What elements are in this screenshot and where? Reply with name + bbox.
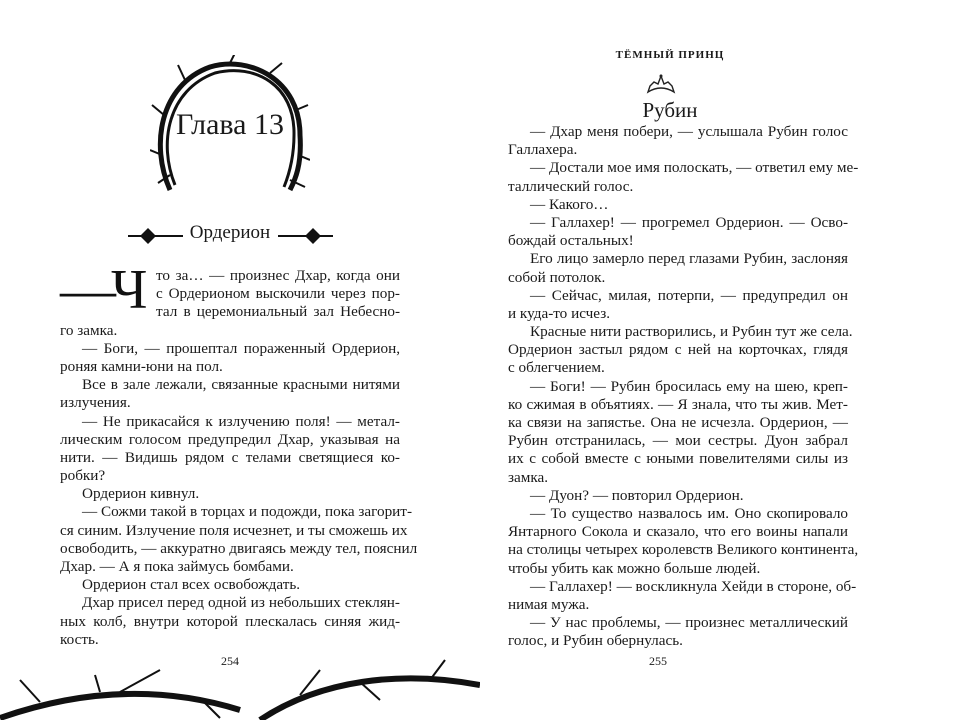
text-line: Красные нити растворились, и Рубин тут же села.: [530, 323, 853, 341]
ornament-right-icon: [278, 226, 333, 246]
right-page: [480, 0, 960, 720]
body-text: [508, 123, 859, 650]
thorn-vine-icon: [0, 630, 480, 720]
text-line: — Сейчас, милая, потерпи, — предупредил он: [530, 286, 848, 304]
running-head: ТЁМНЫЙ ПРИНЦ: [615, 49, 725, 61]
text-line: и куда-то исчез.: [508, 304, 611, 322]
text-line: робки?: [60, 467, 106, 485]
text-line: излучения.: [60, 394, 131, 412]
text-line: чтобы убить как можно больше людей.: [508, 559, 761, 577]
text-line: ка связи на запястье. Она не исчезла. Ордерион, —: [508, 414, 848, 431]
text-line: их с собой вместе с юными повелителями силы из: [508, 450, 848, 468]
text-line: таллический голос.: [508, 177, 634, 195]
text-line: — Сожми такой в торцах и подожди, пока загорит-: [82, 503, 412, 521]
text-line: лическим голосом предупредил Дхар, указывая на: [60, 430, 400, 448]
text-line: Ордерион стал всех освобождать.: [82, 576, 301, 594]
text-line: голос, и Рубин обернулась.: [508, 632, 683, 650]
text-line: Галлахера.: [508, 141, 578, 159]
text-line: — Боги! — Рубин бросилась ему на шею, креп-: [530, 377, 848, 395]
text-line: Рубин отстранилась, — мои сестры. Дуон забрал: [508, 432, 848, 450]
text-line: — Боги, — прошептал пораженный Ордерион,: [82, 339, 400, 357]
text-line: ных колб, внутри которой плескалась синяя жид-: [60, 612, 400, 630]
text-line: ся синим. Излучение поля исчезнет, и ты сможешь их: [60, 521, 408, 539]
body-text: [60, 267, 418, 649]
text-line: кость.: [60, 630, 99, 648]
text-line: бождай остальных!: [508, 232, 634, 250]
text-line: замка.: [508, 468, 549, 486]
text-line: с облегчением.: [508, 359, 605, 377]
text-line: то за… — произнес Дхар, когда они: [156, 267, 400, 284]
text-line: — Дхар меня побери, — услышала Рубин голос: [530, 123, 848, 140]
text-line: на столицы четырех королевств Великого континента,: [508, 541, 859, 559]
page-number: 255: [649, 654, 667, 668]
text-line: — Достали мое имя полоскать, — ответил ему ме-: [530, 159, 859, 177]
tiara-icon: [646, 72, 676, 94]
text-line: — Какого…: [530, 195, 609, 213]
pov-heading: Ордерион: [189, 222, 271, 243]
text-line: Все в зале лежали, связанные красными нитями: [82, 376, 400, 394]
text-line: ко сжимая в объятиях. — Я знала, что ты жив. Мет-: [508, 395, 848, 413]
text-line: тал в церемониальный зал Небесно-: [156, 303, 400, 321]
text-line: го замка.: [60, 321, 118, 339]
text-line: Ордерион застыл рядом с ней на корточках, глядя: [508, 341, 848, 359]
text-line: Ордерион кивнул.: [82, 485, 200, 503]
text-line: с Ордерионом выскочили через пор-: [156, 285, 400, 303]
text-line: Дхар. — А я пока займусь бомбами.: [60, 558, 294, 575]
text-line: — То существо назвалось им. Оно скопировало: [530, 504, 848, 522]
text-line: освободить, — аккуратно двигаясь между тел, пояснил: [60, 539, 418, 557]
text-line: — У нас проблемы, — произнес металлический: [530, 614, 848, 632]
text-line: — Дуон? — повторил Ордерион.: [530, 486, 744, 504]
text-line: собой потолок.: [508, 268, 606, 286]
page-number: 254: [221, 654, 239, 668]
pov-heading: Рубин: [642, 98, 698, 122]
text-line: Его лицо замерло перед глазами Рубин, заслоняя: [530, 250, 848, 268]
chapter-title: Глава 13: [176, 108, 284, 141]
text-line: роняя камни-юни на пол.: [60, 357, 223, 375]
text-line: — Не прикасайся к излучению поля! — метал-: [82, 412, 400, 430]
text-line: Янтарного Сокола и сказало, что его воины напали: [508, 523, 848, 541]
text-line: — Галлахер! — воскликнула Хейди в стороне, об-: [530, 577, 857, 595]
text-line: Дхар присел перед одной из небольших стеклян-: [82, 594, 400, 612]
text-line: нимая мужа.: [508, 595, 590, 613]
drop-cap: —Ч: [60, 259, 143, 321]
text-line: нити. — Видишь рядом с телами светящиеся ко-: [60, 448, 400, 466]
text-line: — Галлахер! — прогремел Ордерион. — Осво-: [530, 213, 848, 231]
